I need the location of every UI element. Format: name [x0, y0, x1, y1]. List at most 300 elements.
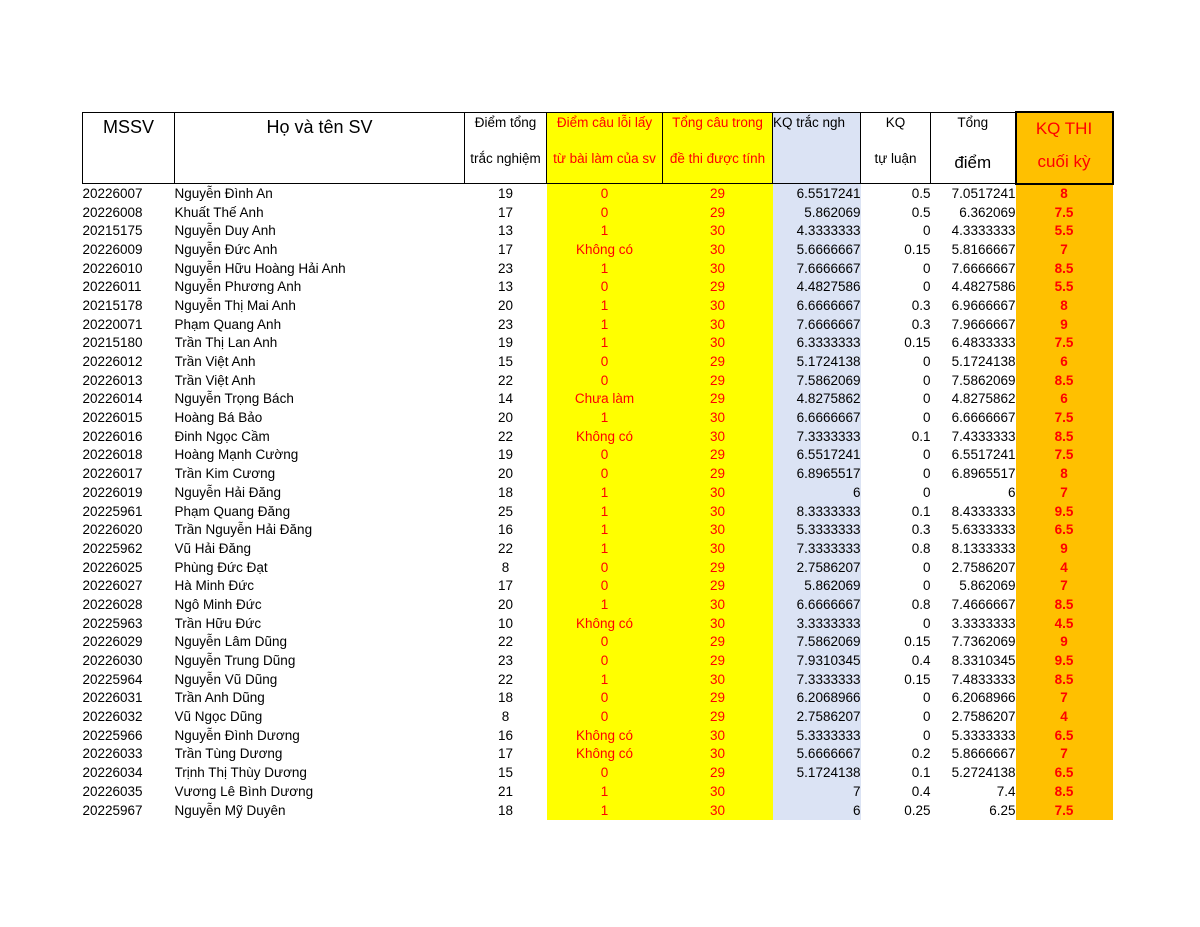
cell-kq-trac-nghiem: 2.7586207 — [773, 558, 861, 577]
cell-score: 13 — [497, 223, 514, 239]
cell-tong-diem: 7.4833333 — [951, 671, 1016, 687]
cell-kq-tu-luan: 0.2 — [911, 746, 931, 762]
table-row — [83, 652, 1113, 671]
cell-final-grade: 7.5 — [1016, 446, 1113, 465]
cell-final-grade: 4 — [1016, 558, 1113, 577]
cell-error-points: 1 — [547, 222, 663, 241]
cell-final-grade: 8.5 — [1016, 427, 1113, 446]
cell-total-questions: 29 — [663, 353, 773, 372]
cell-name: Nguyễn Trọng Bách — [174, 391, 294, 407]
cell-tong-diem: 5.8166667 — [951, 241, 1016, 257]
table-row — [83, 334, 1113, 353]
table-row — [83, 708, 1113, 727]
table-row — [83, 315, 1113, 334]
cell-kq-trac-nghiem: 6.6666667 — [773, 596, 861, 615]
cell-score: 14 — [497, 391, 514, 407]
cell-mssv: 20215175 — [82, 223, 143, 239]
cell-tong-diem: 6.4833333 — [951, 335, 1016, 351]
cell-error-points: Không có — [547, 726, 663, 745]
cell-tong-diem: 8.4333333 — [951, 503, 1016, 519]
cell-kq-trac-nghiem: 6.3333333 — [773, 334, 861, 353]
cell-kq-tu-luan: 0 — [922, 372, 931, 388]
table-row — [83, 390, 1113, 409]
cell-final-grade: 9.5 — [1016, 652, 1113, 671]
header-error-line1: Điểm câu lỗi lấy — [547, 112, 663, 149]
cell-mssv: 20226027 — [82, 578, 143, 594]
cell-kq-tu-luan: 0 — [922, 578, 931, 594]
cell-error-points: 1 — [547, 409, 663, 428]
table-row — [83, 446, 1113, 465]
cell-name: Nguyễn Trung Dũng — [174, 653, 296, 669]
cell-score: 8 — [501, 709, 510, 725]
cell-name: Nguyễn Hải Đăng — [174, 484, 282, 500]
cell-tong-diem: 4.8275862 — [951, 391, 1016, 407]
cell-total-questions: 29 — [663, 184, 773, 204]
cell-score: 19 — [497, 185, 514, 201]
cell-tong-diem: 6.362069 — [959, 204, 1016, 220]
cell-tong-diem: 4.3333333 — [951, 223, 1016, 239]
cell-total-questions: 30 — [663, 783, 773, 802]
cell-error-points: 0 — [547, 689, 663, 708]
cell-total-questions: 29 — [663, 689, 773, 708]
cell-kq-tu-luan: 0 — [922, 484, 931, 500]
cell-name: Nguyễn Thị Mai Anh — [174, 297, 296, 313]
cell-kq-trac-nghiem: 7.9310345 — [773, 652, 861, 671]
cell-total-questions: 30 — [663, 297, 773, 316]
cell-mssv: 20226033 — [82, 746, 143, 762]
cell-kq-trac-nghiem: 6.8965517 — [773, 465, 861, 484]
cell-mssv: 20226020 — [82, 522, 143, 538]
cell-score: 20 — [497, 596, 514, 612]
cell-error-points: 0 — [547, 633, 663, 652]
cell-kq-trac-nghiem: 4.8275862 — [773, 390, 861, 409]
table-row — [83, 764, 1113, 783]
cell-mssv: 20226019 — [82, 484, 143, 500]
cell-error-points: 0 — [547, 652, 663, 671]
cell-total-questions: 30 — [663, 259, 773, 278]
cell-name: Trần Kim Cương — [174, 466, 276, 482]
cell-kq-tu-luan: 0 — [922, 391, 931, 407]
cell-kq-tu-luan: 0.8 — [911, 540, 931, 556]
cell-kq-tu-luan: 0 — [922, 709, 931, 725]
cell-kq-tu-luan: 0 — [922, 354, 931, 370]
cell-total-questions: 30 — [663, 670, 773, 689]
table-row — [83, 484, 1113, 503]
cell-score: 17 — [497, 204, 514, 220]
cell-kq-tu-luan: 0.3 — [911, 316, 931, 332]
cell-total-questions: 30 — [663, 315, 773, 334]
cell-mssv: 20226018 — [82, 447, 143, 463]
cell-name: Hoàng Bá Bảo — [174, 410, 263, 426]
cell-mssv: 20226015 — [82, 410, 143, 426]
cell-score: 21 — [497, 783, 514, 799]
cell-tong-diem: 7.0517241 — [951, 185, 1016, 201]
cell-kq-trac-nghiem: 4.3333333 — [773, 222, 861, 241]
cell-error-points: 1 — [547, 540, 663, 559]
cell-error-points: 0 — [547, 353, 663, 372]
cell-mssv: 20226016 — [82, 428, 143, 444]
cell-mssv: 20226014 — [82, 391, 143, 407]
table-row — [83, 409, 1113, 428]
cell-final-grade: 9 — [1016, 633, 1113, 652]
header-score-line1: Điểm tổng — [465, 112, 547, 149]
cell-name: Khuất Thế Anh — [174, 204, 264, 220]
cell-error-points: Không có — [547, 745, 663, 764]
cell-kq-tu-luan: 0 — [922, 279, 931, 295]
table-row — [83, 689, 1113, 708]
cell-name: Nguyễn Phương Anh — [174, 279, 302, 295]
cell-total-questions: 30 — [663, 540, 773, 559]
cell-error-points: 0 — [547, 371, 663, 390]
cell-score: 17 — [497, 578, 514, 594]
cell-kq-trac-nghiem: 7.3333333 — [773, 670, 861, 689]
cell-name: Nguyễn Đình An — [174, 185, 273, 201]
cell-total-questions: 30 — [663, 222, 773, 241]
cell-tong-diem: 7.4333333 — [951, 428, 1016, 444]
cell-total-questions: 29 — [663, 465, 773, 484]
cell-name: Trần Hữu Đức — [174, 615, 262, 631]
cell-error-points: 1 — [547, 315, 663, 334]
cell-name: Phùng Đức Đạt — [174, 559, 268, 575]
table-row — [83, 203, 1113, 222]
header-kq-tu-luan-line2: tự luận — [861, 149, 931, 184]
cell-error-points: Không có — [547, 241, 663, 260]
header-score-line2: trắc nghiệm — [465, 149, 547, 184]
cell-final-grade: 4.5 — [1016, 614, 1113, 633]
cell-kq-tu-luan: 0 — [922, 223, 931, 239]
cell-score: 13 — [497, 279, 514, 295]
cell-kq-trac-nghiem: 6 — [773, 801, 861, 820]
cell-total-questions: 30 — [663, 409, 773, 428]
cell-total-questions: 29 — [663, 558, 773, 577]
cell-mssv: 20226030 — [82, 653, 143, 669]
header-mssv-blank — [83, 149, 175, 184]
cell-score: 16 — [497, 522, 514, 538]
table-row — [83, 353, 1113, 372]
cell-kq-tu-luan: 0.3 — [911, 522, 931, 538]
header-total-questions-line2: đề thi được tính — [663, 149, 773, 184]
table-row — [83, 222, 1113, 241]
cell-name: Trần Nguyễn Hải Đăng — [174, 522, 313, 538]
cell-error-points: 1 — [547, 521, 663, 540]
table-row — [83, 745, 1113, 764]
cell-kq-tu-luan: 0.5 — [911, 185, 931, 201]
cell-name: Trần Việt Anh — [174, 372, 256, 388]
cell-total-questions: 29 — [663, 203, 773, 222]
cell-tong-diem: 7.7362069 — [951, 634, 1016, 650]
cell-score: 16 — [497, 727, 514, 743]
cell-kq-trac-nghiem: 5.6666667 — [773, 241, 861, 260]
cell-mssv: 20226031 — [82, 690, 143, 706]
cell-score: 23 — [497, 316, 514, 332]
cell-final-grade: 9.5 — [1016, 502, 1113, 521]
cell-tong-diem: 4.4827586 — [951, 279, 1016, 295]
cell-name: Vương Lê Bình Dương — [174, 783, 314, 799]
table-row — [83, 371, 1113, 390]
cell-kq-trac-nghiem: 7.3333333 — [773, 427, 861, 446]
cell-score: 18 — [497, 690, 514, 706]
cell-score: 19 — [497, 335, 514, 351]
cell-score: 22 — [497, 428, 514, 444]
cell-tong-diem: 6.9666667 — [951, 297, 1016, 313]
cell-error-points: 1 — [547, 502, 663, 521]
table-row — [83, 540, 1113, 559]
cell-mssv: 20226010 — [82, 260, 143, 276]
cell-kq-trac-nghiem: 8.3333333 — [773, 502, 861, 521]
cell-final-grade: 4 — [1016, 708, 1113, 727]
cell-kq-tu-luan: 0.1 — [911, 503, 931, 519]
cell-final-grade: 7 — [1016, 745, 1113, 764]
cell-name: Phạm Quang Anh — [174, 316, 282, 332]
cell-kq-tu-luan: 0 — [922, 410, 931, 426]
cell-score: 18 — [497, 802, 514, 818]
cell-final-grade: 8.5 — [1016, 596, 1113, 615]
cell-mssv: 20215178 — [82, 297, 143, 313]
cell-kq-trac-nghiem: 5.1724138 — [773, 764, 861, 783]
table-row — [83, 521, 1113, 540]
cell-total-questions: 29 — [663, 371, 773, 390]
cell-tong-diem: 2.7586207 — [951, 709, 1016, 725]
header-tong-line2: điểm — [931, 149, 1016, 184]
cell-final-grade: 6 — [1016, 353, 1113, 372]
cell-total-questions: 29 — [663, 446, 773, 465]
cell-total-questions: 30 — [663, 502, 773, 521]
header-kq-tu-luan-line1: KQ — [861, 112, 931, 149]
cell-final-grade: 7 — [1016, 484, 1113, 503]
cell-kq-tu-luan: 0.4 — [911, 783, 931, 799]
cell-name: Phạm Quang Đăng — [174, 503, 291, 519]
cell-tong-diem: 5.6333333 — [951, 522, 1016, 538]
cell-tong-diem: 7.9666667 — [951, 316, 1016, 332]
cell-error-points: 1 — [547, 670, 663, 689]
cell-kq-trac-nghiem: 7 — [773, 783, 861, 802]
cell-error-points: 1 — [547, 783, 663, 802]
cell-mssv: 20226017 — [82, 466, 143, 482]
cell-error-points: 0 — [547, 558, 663, 577]
header-total-questions-line1: Tổng câu trong — [663, 112, 773, 149]
cell-tong-diem: 6 — [1007, 484, 1016, 500]
header-name-blank — [175, 149, 465, 184]
cell-name: Nguyễn Đình Dương — [174, 727, 300, 743]
cell-error-points: 1 — [547, 334, 663, 353]
table-row — [83, 783, 1113, 802]
cell-tong-diem: 3.3333333 — [951, 615, 1016, 631]
cell-total-questions: 30 — [663, 334, 773, 353]
table-row — [83, 633, 1113, 652]
cell-kq-trac-nghiem: 6.2068966 — [773, 689, 861, 708]
cell-final-grade: 7.5 — [1016, 409, 1113, 428]
cell-name: Nguyễn Mỹ Duyên — [174, 802, 286, 818]
grades-table — [82, 111, 1114, 820]
cell-kq-tu-luan: 0.15 — [904, 634, 931, 650]
header-row-2 — [83, 149, 1113, 184]
cell-kq-tu-luan: 0.4 — [911, 653, 931, 669]
cell-kq-tu-luan: 0.3 — [911, 297, 931, 313]
table-row — [83, 241, 1113, 260]
cell-score: 19 — [497, 447, 514, 463]
cell-total-questions: 30 — [663, 241, 773, 260]
cell-mssv: 20226035 — [82, 783, 143, 799]
cell-tong-diem: 5.2724138 — [951, 765, 1016, 781]
cell-name: Ngô Minh Đức — [174, 596, 262, 612]
cell-tong-diem: 5.862069 — [959, 578, 1016, 594]
cell-tong-diem: 6.25 — [989, 802, 1016, 818]
cell-score: 22 — [497, 671, 514, 687]
cell-kq-trac-nghiem: 6.6666667 — [773, 409, 861, 428]
header-final-line1: KQ THI — [1016, 112, 1113, 149]
cell-final-grade: 9 — [1016, 540, 1113, 559]
cell-score: 23 — [497, 260, 514, 276]
cell-error-points: Không có — [547, 427, 663, 446]
cell-total-questions: 30 — [663, 427, 773, 446]
cell-final-grade: 6.5 — [1016, 764, 1113, 783]
cell-tong-diem: 8.1333333 — [951, 540, 1016, 556]
cell-kq-tu-luan: 0.15 — [904, 671, 931, 687]
cell-final-grade: 7.5 — [1016, 334, 1113, 353]
cell-name: Đinh Ngọc Cầm — [174, 428, 270, 444]
cell-mssv: 20225963 — [82, 615, 143, 631]
header-row-1 — [83, 112, 1113, 149]
cell-error-points: Chưa làm — [547, 390, 663, 409]
cell-kq-tu-luan: 0 — [922, 466, 931, 482]
cell-score: 8 — [501, 559, 510, 575]
table-row — [83, 670, 1113, 689]
cell-mssv: 20226034 — [82, 765, 143, 781]
cell-tong-diem: 6.8965517 — [951, 466, 1016, 482]
cell-error-points: 0 — [547, 184, 663, 204]
cell-score: 17 — [497, 241, 514, 257]
cell-kq-tu-luan: 0 — [922, 559, 931, 575]
cell-kq-trac-nghiem: 6.5517241 — [773, 184, 861, 204]
table-row — [83, 259, 1113, 278]
cell-kq-tu-luan: 0 — [922, 447, 931, 463]
cell-kq-trac-nghiem: 5.6666667 — [773, 745, 861, 764]
cell-name: Hà Minh Đức — [174, 578, 255, 594]
header-final-line2: cuối kỳ — [1016, 149, 1113, 184]
cell-mssv: 20225961 — [82, 503, 143, 519]
cell-final-grade: 7 — [1016, 689, 1113, 708]
cell-kq-trac-nghiem: 5.3333333 — [773, 521, 861, 540]
cell-mssv: 20225966 — [82, 727, 143, 743]
cell-final-grade: 6.5 — [1016, 521, 1113, 540]
cell-kq-tu-luan: 0 — [922, 260, 931, 276]
cell-final-grade: 7 — [1016, 241, 1113, 260]
cell-tong-diem: 5.3333333 — [951, 727, 1016, 743]
cell-tong-diem: 5.1724138 — [951, 354, 1016, 370]
table-row — [83, 596, 1113, 615]
cell-error-points: Không có — [547, 614, 663, 633]
cell-kq-tu-luan: 0 — [922, 615, 931, 631]
table-row — [83, 297, 1113, 316]
cell-kq-tu-luan: 0.15 — [904, 241, 931, 257]
cell-tong-diem: 7.6666667 — [951, 260, 1016, 276]
cell-kq-trac-nghiem: 3.3333333 — [773, 614, 861, 633]
table-row — [83, 278, 1113, 297]
cell-tong-diem: 2.7586207 — [951, 559, 1016, 575]
header-tong-line1: Tổng — [931, 112, 1016, 149]
cell-name: Nguyễn Hữu Hoàng Hải Anh — [174, 260, 346, 276]
cell-score: 22 — [497, 540, 514, 556]
cell-name: Nguyễn Lâm Dũng — [174, 634, 288, 650]
cell-tong-diem: 6.5517241 — [951, 447, 1016, 463]
cell-name: Trần Việt Anh — [174, 354, 256, 370]
cell-score: 17 — [497, 746, 514, 762]
cell-total-questions: 29 — [663, 278, 773, 297]
cell-mssv: 20226025 — [82, 559, 143, 575]
cell-final-grade: 9 — [1016, 315, 1113, 334]
cell-total-questions: 30 — [663, 484, 773, 503]
cell-mssv: 20226029 — [82, 634, 143, 650]
cell-total-questions: 29 — [663, 764, 773, 783]
cell-score: 20 — [497, 410, 514, 426]
cell-kq-trac-nghiem: 5.3333333 — [773, 726, 861, 745]
cell-kq-trac-nghiem: 7.3333333 — [773, 540, 861, 559]
cell-kq-trac-nghiem: 4.4827586 — [773, 278, 861, 297]
cell-error-points: 1 — [547, 801, 663, 820]
header-kq-trac-nghiem-blank — [773, 149, 861, 184]
cell-total-questions: 30 — [663, 596, 773, 615]
cell-final-grade: 5.5 — [1016, 278, 1113, 297]
cell-final-grade: 6 — [1016, 390, 1113, 409]
cell-tong-diem: 8.3310345 — [951, 653, 1016, 669]
cell-kq-trac-nghiem: 6.5517241 — [773, 446, 861, 465]
cell-score: 20 — [497, 297, 514, 313]
cell-kq-trac-nghiem: 6 — [773, 484, 861, 503]
table-row — [83, 614, 1113, 633]
cell-final-grade: 7.5 — [1016, 801, 1113, 820]
header-mssv: MSSV — [83, 112, 175, 149]
cell-kq-tu-luan: 0.8 — [911, 596, 931, 612]
cell-name: Vũ Ngọc Dũng — [174, 709, 263, 725]
cell-error-points: 0 — [547, 465, 663, 484]
cell-kq-trac-nghiem: 6.6666667 — [773, 297, 861, 316]
cell-score: 15 — [497, 354, 514, 370]
cell-name: Nguyễn Vũ Dũng — [174, 671, 278, 687]
cell-tong-diem: 7.4 — [996, 783, 1016, 799]
cell-final-grade: 8 — [1016, 465, 1113, 484]
cell-name: Trần Anh Dũng — [174, 690, 265, 706]
cell-score: 15 — [497, 765, 514, 781]
cell-mssv: 20226011 — [82, 279, 142, 295]
cell-total-questions: 30 — [663, 801, 773, 820]
cell-error-points: 1 — [547, 484, 663, 503]
table-row — [83, 558, 1113, 577]
cell-kq-trac-nghiem: 7.5862069 — [773, 371, 861, 390]
table-row — [83, 726, 1113, 745]
cell-name: Vũ Hải Đăng — [174, 540, 252, 556]
cell-mssv: 20215180 — [82, 335, 143, 351]
cell-total-questions: 29 — [663, 633, 773, 652]
header-error-line2: từ bài làm của sv — [547, 149, 663, 184]
cell-final-grade: 5.5 — [1016, 222, 1113, 241]
cell-kq-trac-nghiem: 7.6666667 — [773, 315, 861, 334]
cell-tong-diem: 6.2068966 — [951, 690, 1016, 706]
cell-mssv: 20226008 — [82, 204, 143, 220]
table-row — [83, 184, 1113, 204]
cell-name: Trần Tùng Dương — [174, 746, 283, 762]
cell-total-questions: 30 — [663, 745, 773, 764]
cell-kq-trac-nghiem: 5.1724138 — [773, 353, 861, 372]
cell-final-grade: 8.5 — [1016, 670, 1113, 689]
cell-error-points: 0 — [547, 203, 663, 222]
cell-error-points: 0 — [547, 446, 663, 465]
cell-score: 22 — [497, 634, 514, 650]
cell-final-grade: 6.5 — [1016, 726, 1113, 745]
cell-mssv: 20225967 — [82, 802, 143, 818]
cell-total-questions: 30 — [663, 726, 773, 745]
cell-error-points: 1 — [547, 297, 663, 316]
table-row — [83, 801, 1113, 820]
